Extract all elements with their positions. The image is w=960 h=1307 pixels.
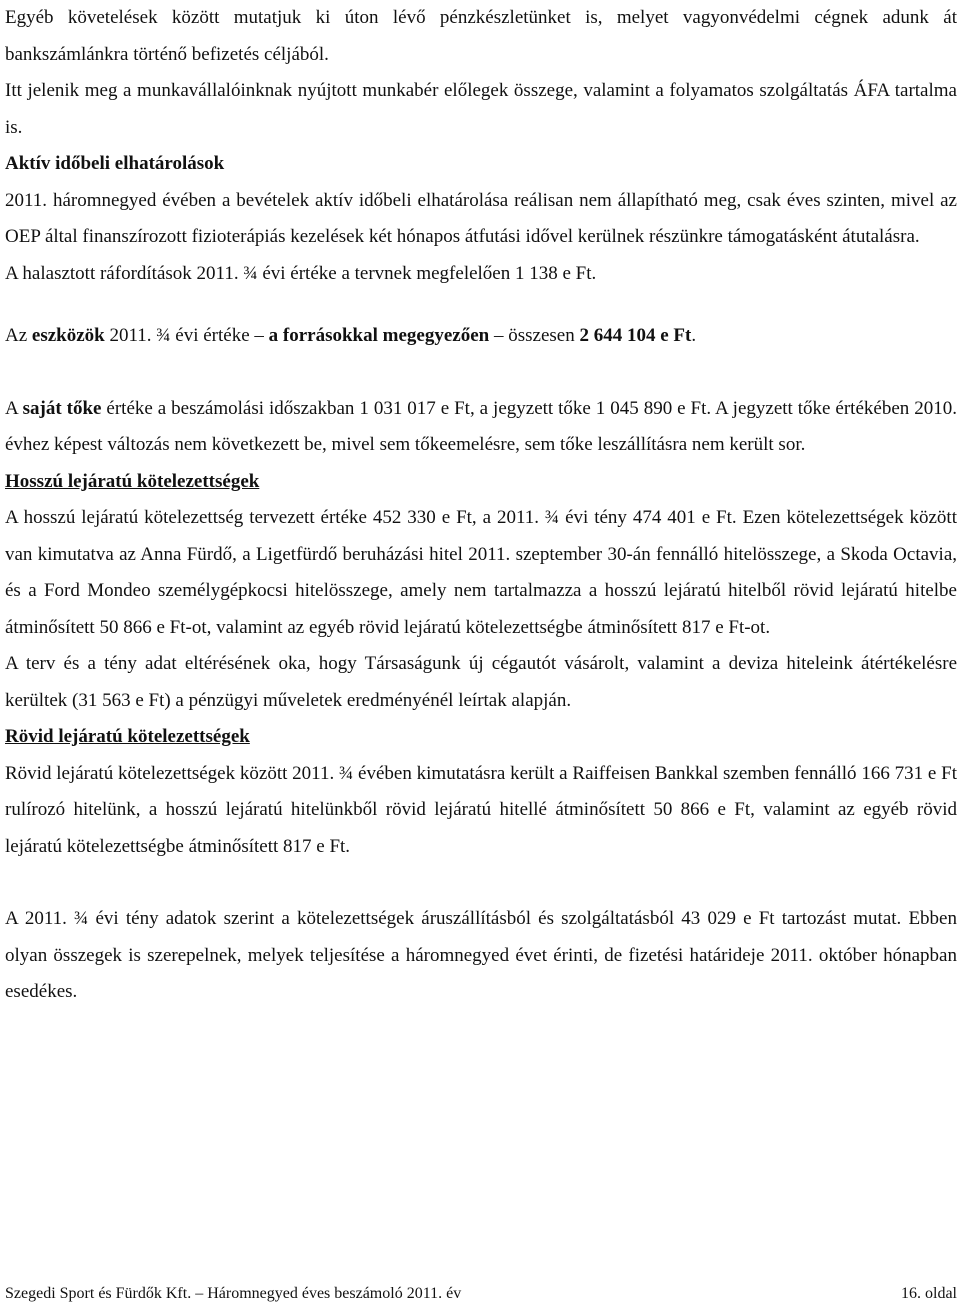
bold-eszkozok-total: 2 644 104 e Ft: [579, 325, 692, 346]
paragraph-aktiv-elhatarolas: 2011. háromnegyed évében a bevételek aktív időbeli elhatárolása reálisan nem állapítható meg, csak éves szinten, mivel az OEP által finanszírozott fizioterápiás kezelések két hónapos átfutási idővel kerülnek részünkre támogatásként átutalásra.: [5, 189, 957, 247]
paragraph-halasztott-raforditasok: A halasztott ráfordítások 2011. ¾ évi értéke a tervnek megfelelően 1 138 e Ft.: [5, 262, 597, 284]
text-segment: 2011. ¾ évi értéke: [104, 325, 255, 346]
bold-eszkozok: eszközök: [31, 325, 105, 346]
heading-rovid-lejaratu: Rövid lejáratú kötelezettségek: [5, 726, 250, 747]
paragraph-rovid-lejaratu: Rövid lejáratú kötelezettségek között 2011. ¾ évében kimutatásra került a Raiffeisen Bankkal szemben fennálló 166 731 e Ft rulírozó hitelünk, a hosszú lejáratú hitelünkből rövid lejáratú hitellé átminősített 50 866 e Ft, valamint az egyéb rövid lejáratú kötelezettségbe átminősített 817 e Ft.: [5, 762, 957, 857]
heading-aktiv-idobeli-elhatarolasok: Aktív időbeli elhatárolások: [5, 153, 225, 174]
paragraph-aruszallitas: A 2011. ¾ évi tény adatok szerint a kötelezettségek áruszállításból és szolgáltatásból 43 029 e Ft tartozást mutat. Ebben olyan összegek is szerepelnek, melyek teljesítése a háromnegyed évet érinti, de fizetési határideje 2011. október hónapban esedékes.: [5, 908, 957, 1002]
paragraph-hosszu-lejaratu: A hosszú lejáratú kötelezettség tervezett értéke 452 330 e Ft, a 2011. ¾ évi tény 474 401 e Ft. Ezen kötelezettségek között van kimutatva az Anna Fürdő, a Ligetfürdő beruházási hitel 2011. szeptember 30-án fennálló hitelösszege, a Skoda Octavia, és a Ford Mondeo személygépkocsi hitelösszege, amely nem tartalmazza a hosszú lejáratú hitelből rövid lejáratú hitelbe átminősített 50 866 e Ft-ot, valamint az egyéb rövid lejáratú kötelezettségbe átminősített 817 e Ft-ot.: [5, 507, 957, 638]
dash: –: [493, 325, 504, 346]
paragraph-munkaber-elolegek: Itt jelenik meg a munkavállalóinknak nyújtott munkabér előlegek összege, valamint a folyamatos szolgáltatás ÁFA tartalma is.: [5, 80, 957, 138]
heading-hosszu-lejaratu: Hosszú lejáratú kötelezettségek: [5, 470, 260, 492]
document-page: [5, 0, 957, 1011]
paragraph-eszkozok: [5, 318, 957, 355]
text-segment: .: [691, 325, 697, 346]
text-segment: értéke a beszámolási időszakban 1 031 017 e Ft, a jegyzett tőke 1 045 890 e Ft. A jegyzett tőke értékében 2010. évhez képest változás nem következett be, mivel sem tőkeemelésre, sem tőke leszállításra nem került sor.: [5, 397, 957, 455]
paragraph-sajat-toke: [5, 391, 957, 464]
page-number: 16. oldal: [901, 1285, 957, 1302]
dash: –: [254, 325, 264, 346]
bold-forrasokkal: a forrásokkal megegyezően: [263, 325, 494, 346]
text-segment: összesen: [503, 325, 580, 346]
bold-sajat-toke: saját tőke: [22, 397, 102, 419]
paragraph-terv-teny-elteres: A terv és a tény adat eltérésének oka, hogy Társaságunk új cégautót vásárolt, valamint a deviza hiteleink átértékelésre kerültek (31 563 e Ft) a pénzügyi műveletek eredményénél leírtak alapján.: [5, 653, 957, 711]
paragraph-egyeb-kovetelesek: Egyéb követelések között mutatjuk ki úton lévő pénzkészletünket is, melyet vagyonvédelmi cégnek adunk át bankszámlánkra történő befizetés céljából.: [5, 7, 957, 65]
text-segment: A: [5, 397, 23, 419]
text-segment: Az: [5, 325, 32, 346]
footer-title: Szegedi Sport és Fürdők Kft. – Háromnegyed éves beszámoló 2011. év: [5, 1285, 462, 1302]
page-footer: [5, 1284, 957, 1304]
